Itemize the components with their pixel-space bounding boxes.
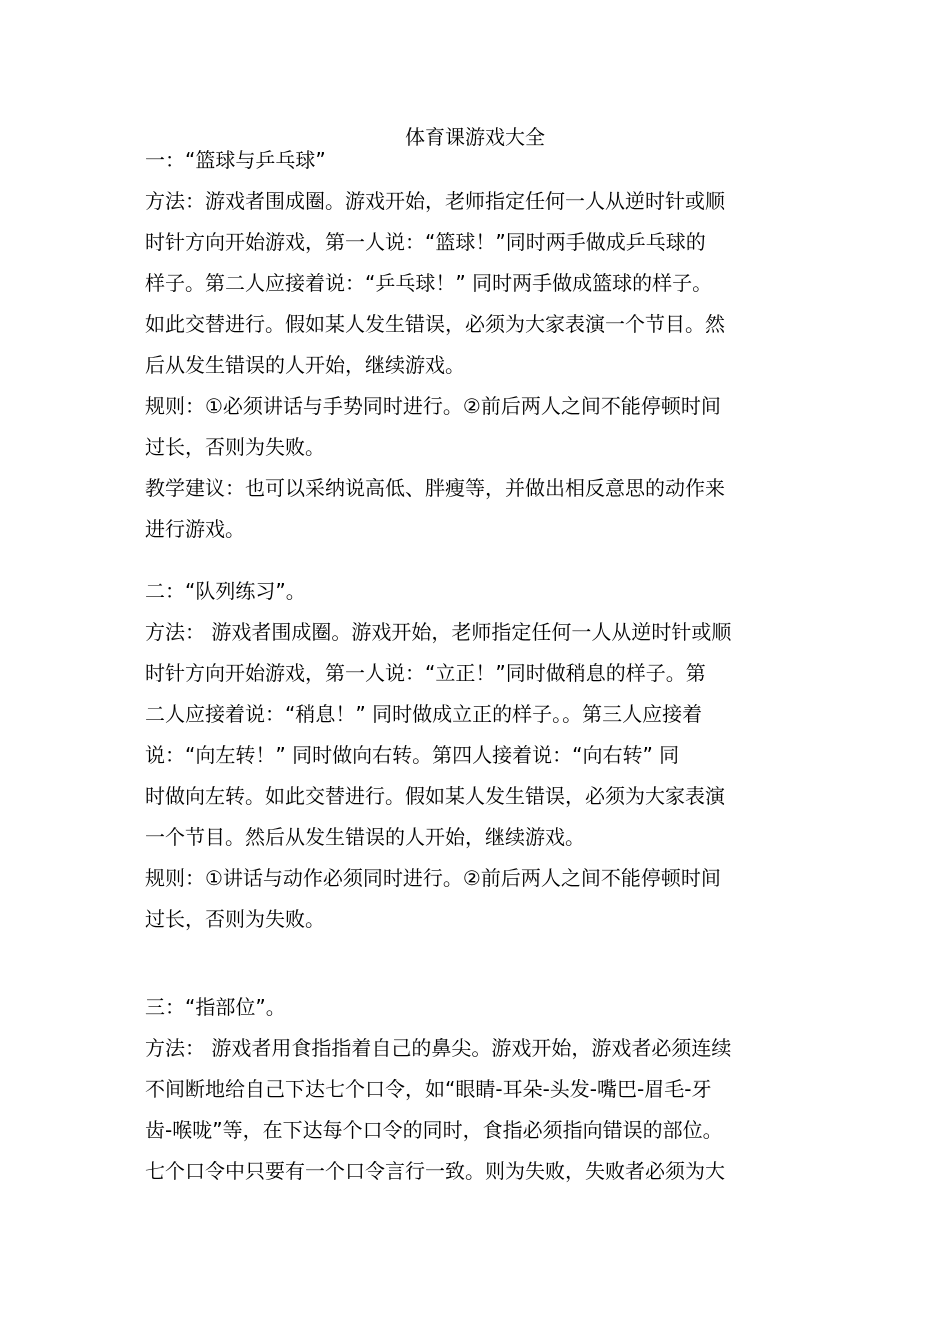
paragraph-line: 方法：游戏者围成圈。游戏开始，老师指定任何一人从逆时针或顺	[145, 189, 725, 213]
paragraph-line: 时针方向开始游戏，第一人说：“篮球！”同时两手做成乒乓球的	[145, 230, 706, 254]
paragraph-line: 齿-喉咙”等，在下达每个口令的同时，食指必须指向错误的部位。	[145, 1118, 723, 1142]
paragraph-line: 七个口令中只要有一个口令言行一致。则为失败，失败者必须为大	[145, 1159, 725, 1183]
paragraph-line: 过长，否则为失败。	[145, 907, 325, 931]
paragraph-line: 教学建议：也可以采纳说高低、胖瘦等，并做出相反意思的动作来	[145, 476, 725, 500]
paragraph-line: 进行游戏。	[145, 517, 245, 541]
paragraph-line: 如此交替进行。假如某人发生错误，必须为大家表演一个节目。然	[145, 312, 725, 336]
document-title: 体育课游戏大全	[405, 125, 545, 149]
section-heading: 三：“指部位”。	[145, 995, 286, 1019]
game-section-3	[145, 987, 807, 1192]
game-section-2	[145, 571, 807, 940]
paragraph-line: 一个节目。然后从发生错误的人开始，继续游戏。	[145, 825, 585, 849]
paragraph-line: 时做向左转。如此交替进行。假如某人发生错误，必须为大家表演	[145, 784, 725, 808]
paragraph-line: 说：“向左转！” 同时做向右转。第四人接着说：“向右转” 同	[145, 743, 680, 767]
paragraph-line: 不间断地给自己下达七个口令，如“眼睛-耳朵-头发-嘴巴-眉毛-牙	[145, 1077, 712, 1101]
paragraph-line: 方法： 游戏者围成圈。游戏开始，老师指定任何一人从逆时针或顺	[145, 620, 732, 644]
section-heading: 一：“篮球与乒乓球”	[145, 148, 326, 172]
paragraph-line: 方法： 游戏者用食指指着自己的鼻尖。游戏开始，游戏者必须连续	[145, 1036, 732, 1060]
section-heading: 二：“队列练习”。	[145, 579, 306, 603]
paragraph-line: 样子。第二人应接着说：“乒乓球！” 同时两手做成篮球的样子。	[145, 271, 713, 295]
paragraph-line: 规则：①讲话与动作必须同时进行。②前后两人之间不能停顿时间	[145, 866, 721, 890]
paragraph-line: 二人应接着说：“稍息！” 同时做成立正的样子。。第三人应接着	[145, 702, 703, 726]
paragraph-line: 后从发生错误的人开始，继续游戏。	[145, 353, 465, 377]
paragraph-line: 时针方向开始游戏，第一人说：“立正！”同时做稍息的样子。第	[145, 661, 706, 685]
game-section-1	[145, 140, 807, 550]
paragraph-line: 过长，否则为失败。	[145, 435, 325, 459]
paragraph-line: 规则：①必须讲话与手势同时进行。②前后两人之间不能停顿时间	[145, 394, 721, 418]
